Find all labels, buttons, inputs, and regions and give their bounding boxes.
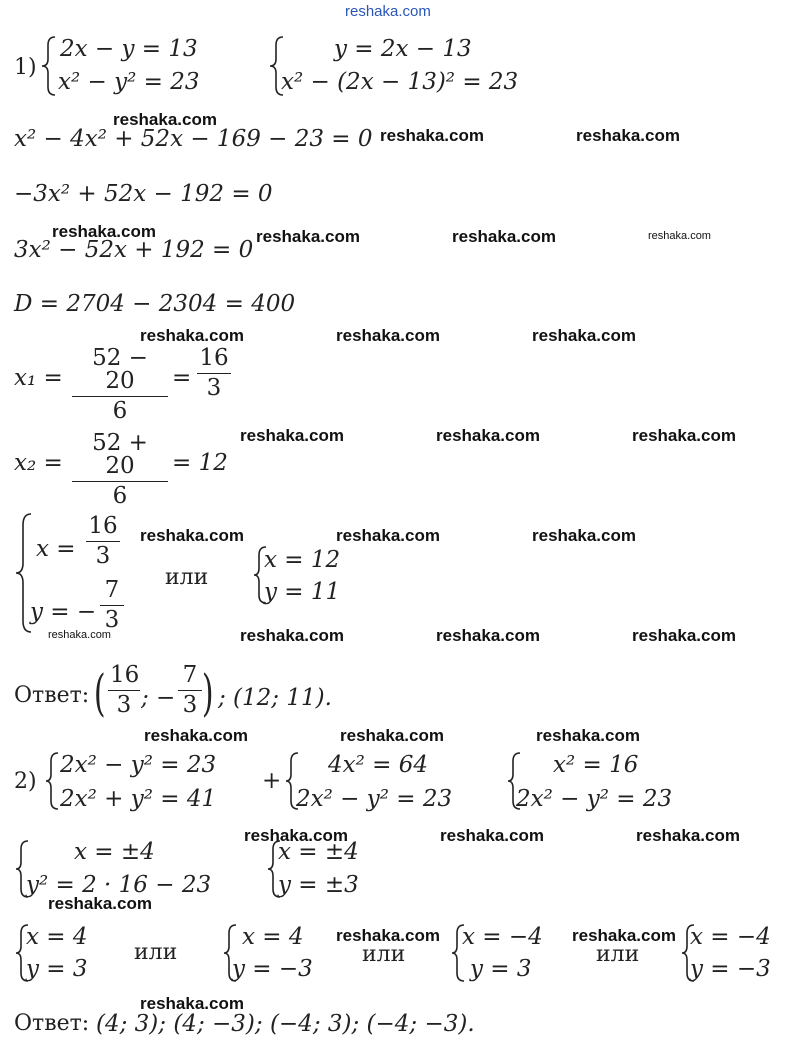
root-x1-lhs: x₁ = — [14, 365, 63, 391]
watermark: reshaka.com — [336, 526, 440, 545]
root-x1-result — [197, 347, 231, 400]
watermark: reshaka.com — [536, 726, 640, 745]
watermark: reshaka.com — [572, 926, 676, 945]
system-4-eq1: 4x² = 64 — [328, 752, 428, 778]
watermark: reshaka.com — [244, 826, 348, 845]
or-word: или — [362, 942, 406, 967]
fraction-numerator: 7 — [104, 577, 120, 603]
answer-1-label: Ответ: — [14, 683, 90, 708]
fraction-numerator: 16 — [199, 345, 229, 371]
discriminant-line: D = 2704 − 2304 = 400 — [14, 291, 296, 317]
answer-1-tail: ; (12; 11). — [218, 685, 332, 711]
answer-1-separator: ; − — [141, 685, 176, 711]
system-10-eq2: y = 3 — [470, 956, 532, 982]
watermark: reshaka.com — [336, 326, 440, 345]
system-3-eq1: 2x² − y² = 23 — [60, 752, 217, 778]
equals-sign: = — [172, 365, 192, 391]
watermark: reshaka.com — [113, 110, 217, 129]
system-9-eq2: y = −3 — [232, 956, 313, 982]
fraction-denominator: 6 — [112, 483, 128, 509]
fraction-denominator: 6 — [112, 398, 128, 424]
watermark: reshaka.com — [632, 426, 736, 445]
watermark-top[interactable]: reshaka.com — [345, 3, 431, 20]
system-8-eq2: y = 3 — [26, 956, 88, 982]
paren-close: ) — [201, 664, 214, 722]
solution-1-y-lhs: y = − — [30, 599, 97, 625]
system-9-eq1: x = 4 — [242, 924, 304, 950]
system-10-eq1: x = −4 — [462, 924, 543, 950]
fraction-denominator: 3 — [104, 607, 120, 633]
system-6-eq2: y² = 2 · 16 − 23 — [26, 872, 212, 898]
system-4-eq2: 2x² − y² = 23 — [296, 786, 453, 812]
system-5-eq1: x² = 16 — [553, 752, 639, 778]
system-brace-icon — [40, 36, 58, 96]
watermark: reshaka.com — [140, 326, 244, 345]
equation-line-4: −3x² + 52x − 192 = 0 — [14, 181, 273, 207]
fraction-numerator: 7 — [182, 662, 198, 688]
watermark: reshaka.com — [636, 826, 740, 845]
system-1-eq1: 2x − y = 13 — [60, 36, 198, 62]
watermark: reshaka.com — [144, 726, 248, 745]
fraction-denominator: 3 — [206, 375, 222, 401]
system-6-eq1: x = ±4 — [74, 839, 155, 865]
answer-2-label: Ответ: — [14, 1011, 90, 1036]
watermark: reshaka.com — [532, 526, 636, 545]
root-x1-fraction — [72, 347, 168, 423]
system-3-eq2: 2x² + y² = 41 — [60, 786, 217, 812]
watermark: reshaka.com — [140, 994, 244, 1013]
fraction-denominator: 3 — [95, 543, 111, 569]
paren-open: ( — [93, 664, 106, 722]
root-x2-rhs: = 12 — [172, 450, 228, 476]
solution-1-x-lhs: x = — [36, 536, 76, 562]
watermark: reshaka.com — [576, 126, 680, 145]
equation-line-5: 3x² − 52x + 192 = 0 — [14, 237, 254, 263]
plus-sign: + — [262, 768, 282, 794]
watermark: reshaka.com — [240, 426, 344, 445]
system-11-eq1: x = −4 — [690, 924, 771, 950]
system-7-eq2: y = ±3 — [278, 872, 359, 898]
watermark: reshaka.com — [440, 826, 544, 845]
problem-2-label: 2) — [14, 769, 37, 794]
watermark: reshaka.com — [48, 894, 152, 913]
equation-line-3: x² − 4x² + 52x − 169 − 23 = 0 — [14, 126, 373, 152]
or-word: или — [596, 942, 640, 967]
fraction-numerator: 16 — [88, 513, 118, 539]
watermark: reshaka.com — [52, 222, 156, 241]
system-11-eq2: y = −3 — [690, 956, 771, 982]
fraction-denominator: 3 — [182, 692, 198, 718]
watermark: reshaka.com — [336, 926, 440, 945]
watermark: reshaka.com — [648, 230, 711, 242]
or-word: или — [134, 940, 178, 965]
watermark: reshaka.com — [380, 126, 484, 145]
watermark: reshaka.com — [436, 626, 540, 645]
system-8-eq1: x = 4 — [26, 924, 88, 950]
watermark: reshaka.com — [632, 626, 736, 645]
system-7-eq1: x = ±4 — [278, 839, 359, 865]
system-brace-icon — [44, 752, 60, 810]
watermark: reshaka.com — [140, 526, 244, 545]
answer-1-x-fraction — [108, 664, 140, 717]
watermark: reshaka.com — [340, 726, 444, 745]
watermark: reshaka.com — [532, 326, 636, 345]
watermark: reshaka.com — [256, 227, 360, 246]
system-2-eq1: y = 2x − 13 — [334, 36, 472, 62]
answer-2-values: (4; 3); (4; −3); (−4; 3); (−4; −3). — [96, 1011, 475, 1037]
fraction-numerator: 52 − 20 — [92, 345, 148, 394]
problem-1-label: 1) — [14, 55, 37, 80]
fraction-numerator: 16 — [110, 662, 140, 688]
fraction-numerator: 52 + 20 — [92, 430, 148, 479]
answer-1-y-fraction — [178, 664, 202, 717]
watermark: reshaka.com — [240, 626, 344, 645]
system-5-eq2: 2x² − y² = 23 — [516, 786, 673, 812]
fraction-denominator: 3 — [116, 692, 132, 718]
solution-1-y-fraction — [100, 579, 124, 632]
watermark: reshaka.com — [48, 629, 111, 641]
root-x2-lhs: x₂ = — [14, 450, 63, 476]
solution-2-eq2: y = 11 — [264, 579, 341, 605]
watermark: reshaka.com — [452, 227, 556, 246]
system-1-eq2: x² − y² = 23 — [58, 69, 200, 95]
solution-2-eq1: x = 12 — [264, 547, 341, 573]
watermark: reshaka.com — [436, 426, 540, 445]
or-word: или — [165, 565, 209, 590]
solution-1-x-fraction — [86, 515, 120, 568]
root-x2-fraction — [72, 432, 168, 508]
system-2-eq2: x² − (2x − 13)² = 23 — [281, 69, 519, 95]
